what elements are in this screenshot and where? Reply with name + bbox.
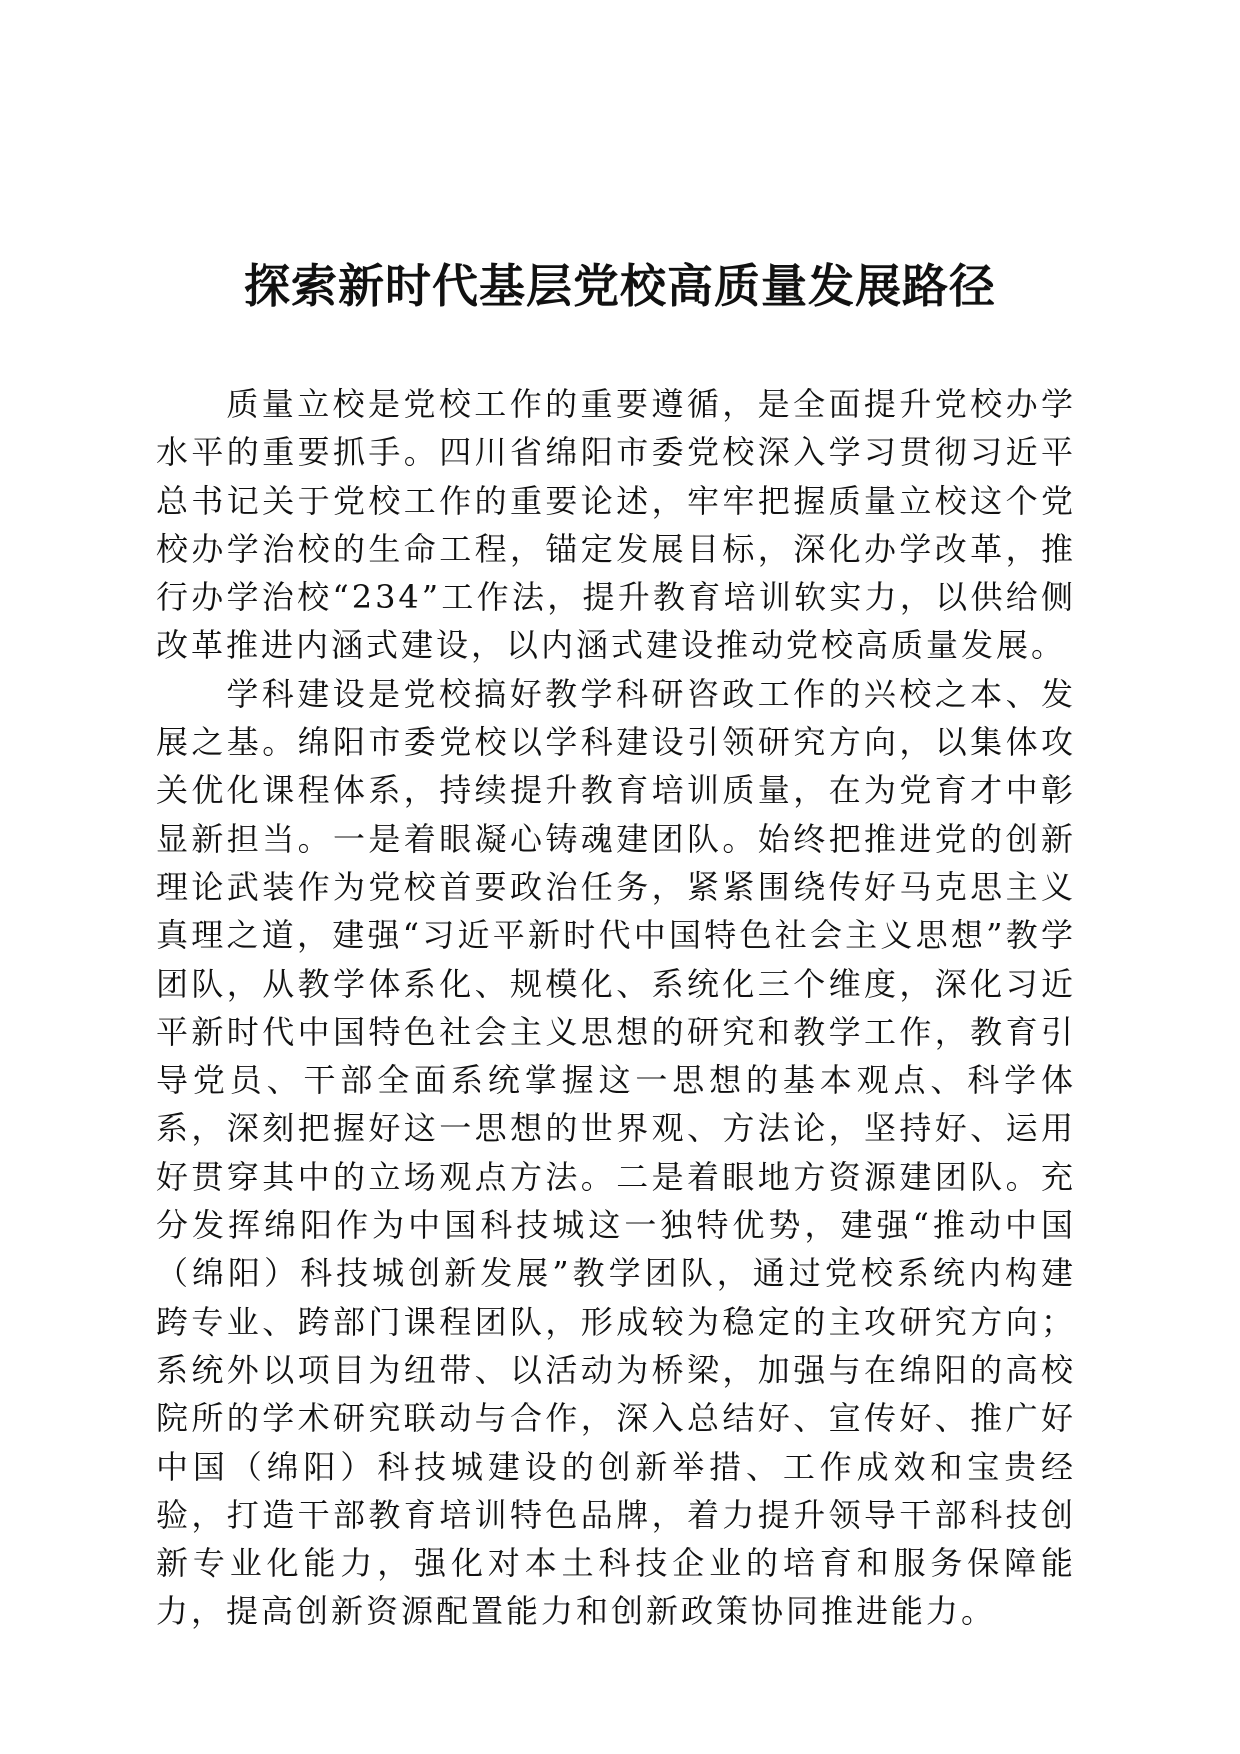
paragraph-intro: 质量立校是党校工作的重要遵循，是全面提升党校办学水平的重要抓手。四川省绵阳市委党校深入学习贯彻习近平总书记关于党校工作的重要论述，牢牢把握质量立校这个党校办学治校的生命工程，锚定发展目标，深化办学改革，推行办学治校“234”工作法，提升教育培训软实力，以供给侧改革推进内涵式建设，以内涵式建设推动党校高质量发展。 (156, 385, 1076, 665)
document-title: 探索新时代基层党校高质量发展路径 (244, 259, 996, 313)
paragraph-discipline-building: 学科建设是党校搞好教学科研咨政工作的兴校之本、发展之基。绵阳市委党校以学科建设引领研究方向，以集体攻关优化课程体系，持续提升教育培训质量，在为党育才中彰显新担当。一是着眼凝心铸魂建团队。始终把推进党的创新理论武装作为党校首要政治任务，紧紧围绕传好马克思主义真理之道，建强“习近平新时代中国特色社会主义思想”教学团队，从教学体系化、规模化、系统化三个维度，深化习近平新时代中国特色社会主义思想的研究和教学工作，教育引导党员、干部全面系统掌握这一思想的基本观点、科学体系，深刻把握好这一思想的世界观、方法论，坚持好、运用好贯穿其中的立场观点方法。二是着眼地方资源建团队。充分发挥绵阳作为中国科技城这一独特优势，建强“推动中国（绵阳）科技城创新发展”教学团队，通过党校系统内构建跨专业、跨部门课程团队，形成较为稳定的主攻研究方向；系统外以项目为纽带、以活动为桥梁，加强与在绵阳的高校院所的学术研究联动与合作，深入总结好、宣传好、推广好中国（绵阳）科技城建设的创新举措、工作成效和宝贵经验，打造干部教育培训特色品牌，着力提升领导干部科技创新专业化能力，强化对本土科技企业的培育和服务保障能力，提高创新资源配置能力和创新政策协同推进能力。 (156, 674, 1076, 1631)
document-body (156, 380, 1076, 1636)
